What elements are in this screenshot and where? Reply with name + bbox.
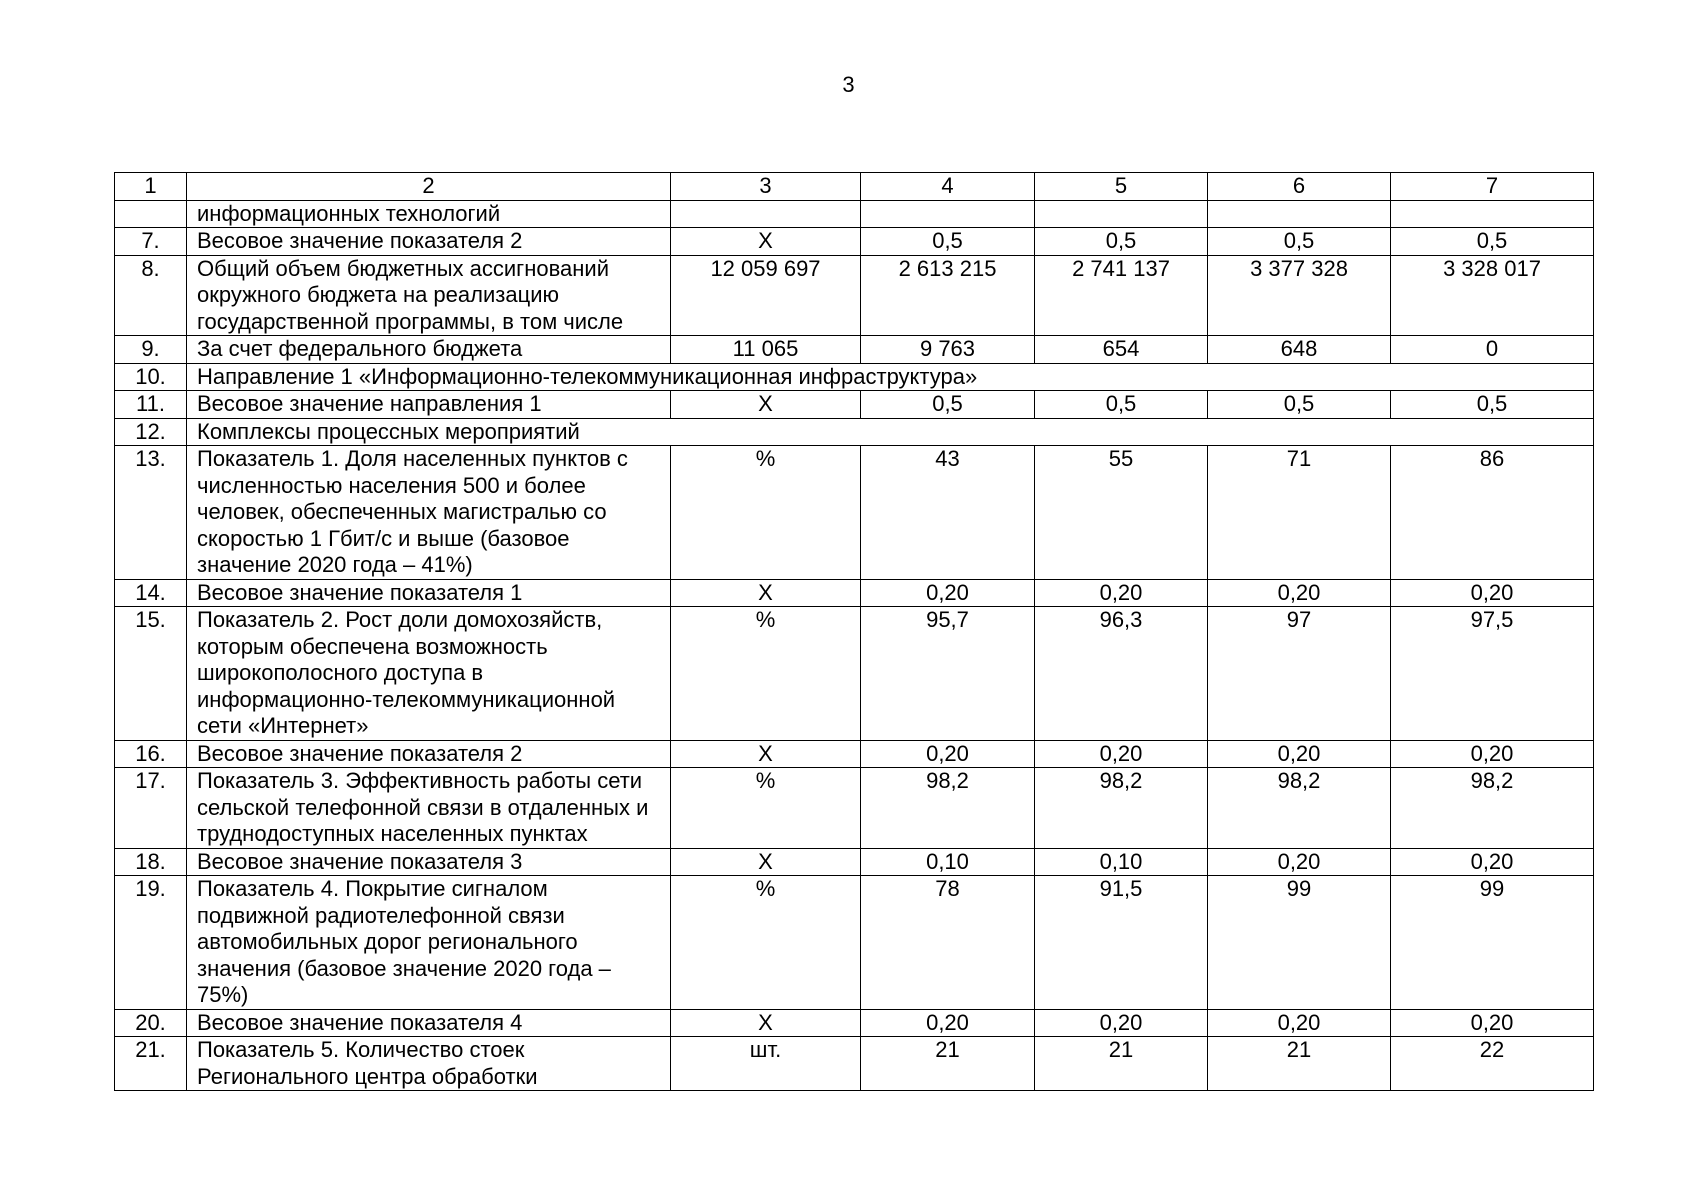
- value-cell: 99: [1208, 876, 1391, 1010]
- table-row: [115, 1009, 1594, 1037]
- value-cell: [1391, 200, 1594, 228]
- row-number: 12.: [115, 418, 187, 446]
- value-cell: 0,20: [861, 579, 1035, 607]
- unit-cell: X: [671, 1009, 861, 1037]
- value-cell: 0,5: [1391, 228, 1594, 256]
- value-cell: 2 613 215: [861, 255, 1035, 336]
- table-row: [115, 740, 1594, 768]
- indicator-name: Общий объем бюджетных ассигнований окружного бюджета на реализацию государственной программы, в том числе: [187, 255, 671, 336]
- unit-cell: X: [671, 579, 861, 607]
- value-cell: 71: [1208, 446, 1391, 580]
- table-row: [115, 228, 1594, 256]
- indicator-name: Показатель 4. Покрытие сигналом подвижной радиотелефонной связи автомобильных дорог регионального значения (базовое значение 2020 года – 75%): [187, 876, 671, 1010]
- value-cell: 0,5: [1208, 228, 1391, 256]
- value-cell: 21: [1208, 1037, 1391, 1091]
- value-cell: 99: [1391, 876, 1594, 1010]
- row-number: 8.: [115, 255, 187, 336]
- table-row: [115, 336, 1594, 364]
- value-cell: 43: [861, 446, 1035, 580]
- indicator-name: Направление 1 «Информационно-телекоммуникационная инфраструктура»: [187, 363, 1594, 391]
- value-cell: 0,20: [1391, 740, 1594, 768]
- row-number: [115, 200, 187, 228]
- indicator-name: Показатель 3. Эффективность работы сети сельской телефонной связи в отдаленных и труднодоступных населенных пунктах: [187, 768, 671, 849]
- value-cell: 97,5: [1391, 607, 1594, 741]
- row-number: 17.: [115, 768, 187, 849]
- table-row: [115, 418, 1594, 446]
- table-row: [115, 768, 1594, 849]
- table-row: [115, 579, 1594, 607]
- row-number: 21.: [115, 1037, 187, 1091]
- value-cell: 0,5: [1035, 228, 1208, 256]
- indicator-name: Весовое значение показателя 3: [187, 848, 671, 876]
- unit-cell: X: [671, 391, 861, 419]
- value-cell: 78: [861, 876, 1035, 1010]
- row-number: 20.: [115, 1009, 187, 1037]
- unit-cell: X: [671, 228, 861, 256]
- table-row: [115, 363, 1594, 391]
- column-number-header: 3: [671, 173, 861, 201]
- value-cell: 3 328 017: [1391, 255, 1594, 336]
- value-cell: [1208, 200, 1391, 228]
- unit-cell: [671, 200, 861, 228]
- table-row: [115, 848, 1594, 876]
- row-number: 14.: [115, 579, 187, 607]
- value-cell: 97: [1208, 607, 1391, 741]
- indicator-name: Весовое значение показателя 2: [187, 740, 671, 768]
- unit-cell: X: [671, 848, 861, 876]
- indicator-name: Весовое значение показателя 2: [187, 228, 671, 256]
- row-number: 15.: [115, 607, 187, 741]
- row-number: 18.: [115, 848, 187, 876]
- column-number-header: 2: [187, 173, 671, 201]
- table-row: [115, 391, 1594, 419]
- value-cell: 0,5: [861, 391, 1035, 419]
- value-cell: 0,10: [1035, 848, 1208, 876]
- value-cell: [861, 200, 1035, 228]
- indicators-table: [114, 172, 1594, 1091]
- row-number: 13.: [115, 446, 187, 580]
- value-cell: [1035, 200, 1208, 228]
- value-cell: 0,5: [1391, 391, 1594, 419]
- value-cell: 98,2: [1035, 768, 1208, 849]
- unit-cell: шт.: [671, 1037, 861, 1091]
- row-number: 10.: [115, 363, 187, 391]
- value-cell: 0,20: [1391, 1009, 1594, 1037]
- value-cell: 0,20: [1208, 848, 1391, 876]
- unit-cell: %: [671, 768, 861, 849]
- value-cell: 98,2: [1391, 768, 1594, 849]
- value-cell: 0,5: [1035, 391, 1208, 419]
- page-number: 3: [842, 72, 855, 97]
- value-cell: 0,20: [1035, 740, 1208, 768]
- value-cell: 21: [1035, 1037, 1208, 1091]
- table-row: [115, 200, 1594, 228]
- value-cell: 2 741 137: [1035, 255, 1208, 336]
- value-cell: 0,20: [1391, 579, 1594, 607]
- row-number: 9.: [115, 336, 187, 364]
- indicator-name: Показатель 5. Количество стоек Регионального центра обработки: [187, 1037, 671, 1091]
- value-cell: 648: [1208, 336, 1391, 364]
- indicator-name: Показатель 2. Рост доли домохозяйств, которым обеспечена возможность широкополосного доступа в информационно-телекоммуникационной сети «Интернет»: [187, 607, 671, 741]
- unit-cell: 11 065: [671, 336, 861, 364]
- indicator-name: Комплексы процессных мероприятий: [187, 418, 1594, 446]
- value-cell: 0,5: [1208, 391, 1391, 419]
- table-row: [115, 446, 1594, 580]
- value-cell: 0,20: [1208, 579, 1391, 607]
- value-cell: 95,7: [861, 607, 1035, 741]
- row-number: 16.: [115, 740, 187, 768]
- unit-cell: %: [671, 607, 861, 741]
- value-cell: 55: [1035, 446, 1208, 580]
- table-header-row: [115, 173, 1594, 201]
- indicator-name: Весовое значение показателя 4: [187, 1009, 671, 1037]
- value-cell: 0: [1391, 336, 1594, 364]
- unit-cell: %: [671, 446, 861, 580]
- row-number: 11.: [115, 391, 187, 419]
- value-cell: 9 763: [861, 336, 1035, 364]
- value-cell: 3 377 328: [1208, 255, 1391, 336]
- table-row: [115, 607, 1594, 741]
- value-cell: 0,5: [861, 228, 1035, 256]
- value-cell: 98,2: [861, 768, 1035, 849]
- indicator-name: За счет федерального бюджета: [187, 336, 671, 364]
- unit-cell: 12 059 697: [671, 255, 861, 336]
- value-cell: 0,20: [861, 1009, 1035, 1037]
- value-cell: 0,20: [1035, 1009, 1208, 1037]
- row-number: 19.: [115, 876, 187, 1010]
- value-cell: 86: [1391, 446, 1594, 580]
- column-number-header: 1: [115, 173, 187, 201]
- value-cell: 0,20: [1035, 579, 1208, 607]
- value-cell: 654: [1035, 336, 1208, 364]
- value-cell: 0,20: [1391, 848, 1594, 876]
- value-cell: 21: [861, 1037, 1035, 1091]
- unit-cell: %: [671, 876, 861, 1010]
- column-number-header: 4: [861, 173, 1035, 201]
- column-number-header: 5: [1035, 173, 1208, 201]
- value-cell: 22: [1391, 1037, 1594, 1091]
- value-cell: 0,10: [861, 848, 1035, 876]
- table-row: [115, 876, 1594, 1010]
- indicator-name: Показатель 1. Доля населенных пунктов с численностью населения 500 и более человек, обеспеченных магистралью со скоростью 1 Гбит/с и выше (базовое значение 2020 года – 41%): [187, 446, 671, 580]
- indicator-name: Весовое значение показателя 1: [187, 579, 671, 607]
- value-cell: 0,20: [1208, 740, 1391, 768]
- indicator-name: информационных технологий: [187, 200, 671, 228]
- value-cell: 98,2: [1208, 768, 1391, 849]
- value-cell: 91,5: [1035, 876, 1208, 1010]
- value-cell: 96,3: [1035, 607, 1208, 741]
- indicator-name: Весовое значение направления 1: [187, 391, 671, 419]
- value-cell: 0,20: [861, 740, 1035, 768]
- row-number: 7.: [115, 228, 187, 256]
- unit-cell: X: [671, 740, 861, 768]
- table-row: [115, 1037, 1594, 1091]
- value-cell: 0,20: [1208, 1009, 1391, 1037]
- column-number-header: 7: [1391, 173, 1594, 201]
- table-row: [115, 255, 1594, 336]
- column-number-header: 6: [1208, 173, 1391, 201]
